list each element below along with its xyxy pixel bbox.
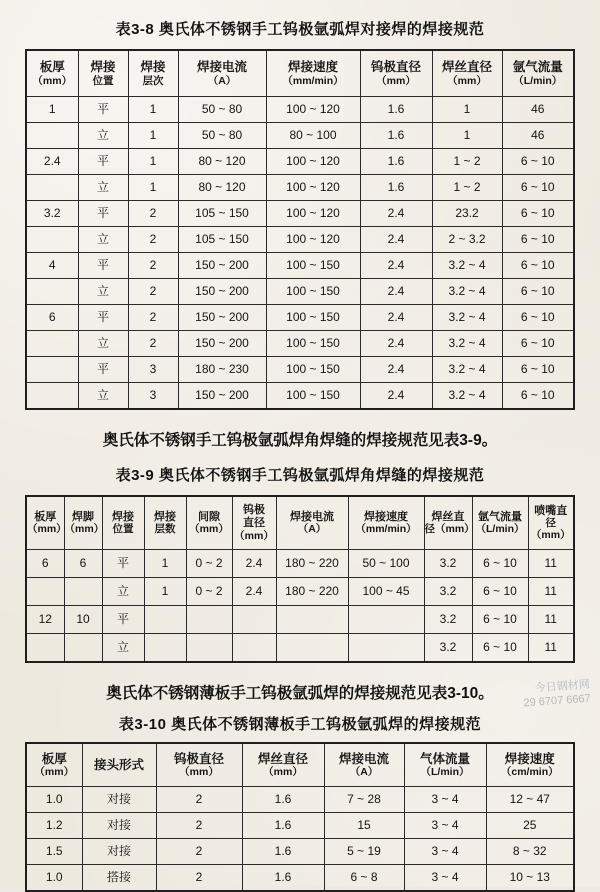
- cell-argon: 6 ~ 10: [502, 279, 574, 305]
- cell-current: 180 ~ 220: [276, 578, 348, 606]
- table-row: [26, 149, 574, 175]
- cell-argon: 6 ~ 10: [502, 357, 574, 383]
- cell-layer: 2: [128, 227, 178, 253]
- cell-wire: 1 ~ 2: [432, 175, 502, 201]
- col-layers: 焊接 层数: [144, 496, 186, 550]
- cell-wire: 3.2 ~ 4: [432, 305, 502, 331]
- cell-current: 180 ~ 230: [178, 357, 266, 383]
- cell-argon: 6 ~ 10: [472, 550, 528, 578]
- col-gas: 气体流量 （L/min）: [404, 743, 486, 787]
- cell-thickness: 1.0: [26, 787, 82, 813]
- cell-position: 平: [102, 606, 144, 634]
- cell-layers: 1: [144, 550, 186, 578]
- cell-leg: [64, 634, 102, 663]
- cell-argon: 46: [502, 97, 574, 123]
- cell-tungsten: 1.6: [360, 175, 432, 201]
- cell-wire: 3.2: [424, 606, 472, 634]
- cell-tungsten: 2.4: [360, 253, 432, 279]
- cell-current: 150 ~ 200: [178, 279, 266, 305]
- cell-speed: 8 ~ 32: [486, 839, 574, 865]
- cell-speed: 50 ~ 100: [348, 550, 424, 578]
- cell-tungsten: 2.4: [360, 227, 432, 253]
- cell-gap: 0 ~ 2: [186, 578, 232, 606]
- cell-wire: 3.2 ~ 4: [432, 383, 502, 410]
- col-gap: 间隙 （mm）: [186, 496, 232, 550]
- cell-layer: 2: [128, 331, 178, 357]
- col-thickness: 板厚 （mm）: [26, 496, 64, 550]
- cell-speed: [348, 634, 424, 663]
- table-header-row: [26, 496, 574, 550]
- cell-wire: 23.2: [432, 201, 502, 227]
- cell-layer: 3: [128, 383, 178, 410]
- cell-layers: [144, 606, 186, 634]
- cell-tungsten: 2: [156, 787, 242, 813]
- cell-current: [276, 634, 348, 663]
- cell-position: 平: [78, 201, 128, 227]
- cell-current: 50 ~ 80: [178, 123, 266, 149]
- cell-thickness: 1.0: [26, 865, 82, 892]
- cell-argon: 6 ~ 10: [472, 634, 528, 663]
- col-argon: 氩气流量 （L/min）: [472, 496, 528, 550]
- cell-argon: 6 ~ 10: [502, 383, 574, 410]
- cell-speed: 100 ~ 45: [348, 578, 424, 606]
- cell-layer: 1: [128, 175, 178, 201]
- cell-tungsten: [232, 634, 276, 663]
- cell-speed: 100 ~ 120: [266, 97, 360, 123]
- col-current: 焊接电流 （A）: [178, 50, 266, 97]
- cell-tungsten: [232, 606, 276, 634]
- cell-position: 立: [78, 227, 128, 253]
- cell-tungsten: 1.6: [360, 149, 432, 175]
- table-row: [26, 813, 574, 839]
- cell-argon: 6 ~ 10: [502, 253, 574, 279]
- cell-gas: 3 ~ 4: [404, 865, 486, 892]
- cell-speed: 25: [486, 813, 574, 839]
- col-speed: 焊接速度 （mm/min）: [348, 496, 424, 550]
- cell-wire: 3.2 ~ 4: [432, 357, 502, 383]
- cell-gap: 0 ~ 2: [186, 550, 232, 578]
- cell-nozzle: 11: [528, 606, 574, 634]
- cell-wire: 1: [432, 97, 502, 123]
- cell-thickness: 1.5: [26, 839, 82, 865]
- cell-current: 105 ~ 150: [178, 201, 266, 227]
- table-row: [26, 227, 574, 253]
- cell-position: 立: [78, 175, 128, 201]
- cell-gas: 3 ~ 4: [404, 813, 486, 839]
- table-38: [25, 49, 575, 410]
- table-310: [25, 742, 575, 892]
- cell-tungsten: 2.4: [232, 550, 276, 578]
- table-row: [26, 331, 574, 357]
- cell-wire: 1 ~ 2: [432, 149, 502, 175]
- cell-speed: 100 ~ 120: [266, 175, 360, 201]
- table-row: [26, 279, 574, 305]
- cell-wire: 3.2: [424, 578, 472, 606]
- cell-layer: 2: [128, 201, 178, 227]
- col-speed: 焊接速度 （cm/min）: [486, 743, 574, 787]
- cell-joint: 对接: [82, 813, 156, 839]
- table-row: [26, 123, 574, 149]
- cell-leg: 6: [64, 550, 102, 578]
- cell-tungsten: 2.4: [360, 383, 432, 410]
- col-wire: 焊丝直 径（mm）: [424, 496, 472, 550]
- cell-wire: 3.2: [424, 550, 472, 578]
- cell-speed: 80 ~ 100: [266, 123, 360, 149]
- cell-gap: [186, 606, 232, 634]
- cell-thickness: 6: [26, 305, 78, 331]
- table-row: [26, 97, 574, 123]
- cell-tungsten: 2.4: [360, 201, 432, 227]
- cell-wire: 1.6: [242, 787, 324, 813]
- col-position: 焊接 位置: [102, 496, 144, 550]
- col-current: 焊接电流 （A）: [324, 743, 404, 787]
- cell-current: 150 ~ 200: [178, 305, 266, 331]
- cell-argon: 6 ~ 10: [502, 305, 574, 331]
- cell-speed: 100 ~ 150: [266, 305, 360, 331]
- cell-current: 150 ~ 200: [178, 331, 266, 357]
- cell-layer: 1: [128, 97, 178, 123]
- cell-argon: 6 ~ 10: [502, 201, 574, 227]
- cell-speed: 100 ~ 150: [266, 253, 360, 279]
- col-wire: 焊丝直径 （mm）: [432, 50, 502, 97]
- cell-current: 150 ~ 200: [178, 253, 266, 279]
- cell-current: [276, 606, 348, 634]
- cell-position: 平: [78, 253, 128, 279]
- table-39-caption: 表3-9 奥氏体不锈钢手工钨极氩弧焊角焊缝的焊接规范: [115, 467, 485, 484]
- cell-tungsten: 1.6: [360, 97, 432, 123]
- cell-tungsten: 2: [156, 813, 242, 839]
- cell-leg: [64, 578, 102, 606]
- col-current: 焊接电流 （A）: [276, 496, 348, 550]
- cell-layers: [144, 634, 186, 663]
- table-row: [26, 578, 574, 606]
- col-tungsten: 钨极 直径 （mm）: [232, 496, 276, 550]
- table-row: [26, 634, 574, 663]
- cell-thickness: 6: [26, 550, 64, 578]
- cell-current: 5 ~ 19: [324, 839, 404, 865]
- cell-thickness: [26, 578, 64, 606]
- cell-speed: [348, 606, 424, 634]
- cell-argon: 6 ~ 10: [502, 149, 574, 175]
- cell-layer: 1: [128, 123, 178, 149]
- cell-argon: 46: [502, 123, 574, 149]
- cell-thickness: 2.4: [26, 149, 78, 175]
- cell-speed: 100 ~ 150: [266, 357, 360, 383]
- cell-position: 立: [78, 331, 128, 357]
- cell-speed: 100 ~ 120: [266, 201, 360, 227]
- cell-current: 180 ~ 220: [276, 550, 348, 578]
- cell-thickness: [26, 331, 78, 357]
- cell-layers: 1: [144, 578, 186, 606]
- cell-wire: 3.2 ~ 4: [432, 279, 502, 305]
- cell-thickness: [26, 634, 64, 663]
- cell-position: 平: [102, 550, 144, 578]
- cell-speed: 100 ~ 150: [266, 279, 360, 305]
- cell-tungsten: 2: [156, 839, 242, 865]
- cell-tungsten: 1.6: [360, 123, 432, 149]
- cell-current: 80 ~ 120: [178, 149, 266, 175]
- col-tungsten: 钨极直径 （mm）: [156, 743, 242, 787]
- cell-current: 150 ~ 200: [178, 383, 266, 410]
- cell-current: 50 ~ 80: [178, 97, 266, 123]
- cell-speed: 100 ~ 150: [266, 383, 360, 410]
- cell-wire: 3.2: [424, 634, 472, 663]
- cell-thickness: 12: [26, 606, 64, 634]
- cell-position: 立: [78, 383, 128, 410]
- table-38-caption: 表3-8 奥氏体不锈钢手工钨极氩弧焊对接焊的焊接规范: [115, 21, 485, 38]
- cell-joint: 搭接: [82, 865, 156, 892]
- table-row: [26, 839, 574, 865]
- cell-nozzle: 11: [528, 634, 574, 663]
- table-row: [26, 305, 574, 331]
- col-speed: 焊接速度 （mm/min）: [266, 50, 360, 97]
- table-39: [25, 495, 575, 663]
- table-row: [26, 787, 574, 813]
- cell-nozzle: 11: [528, 578, 574, 606]
- cell-thickness: 1.2: [26, 813, 82, 839]
- cell-layer: 2: [128, 279, 178, 305]
- col-wire: 焊丝直径 （mm）: [242, 743, 324, 787]
- cell-wire: 3.2 ~ 4: [432, 253, 502, 279]
- cell-thickness: 1: [26, 97, 78, 123]
- paragraph-2: 奥氏体不锈钢薄板手工钨极氩弧焊的焊接规范见表3-10。: [106, 685, 494, 702]
- cell-thickness: 3.2: [26, 201, 78, 227]
- col-leg: 焊脚 （mm）: [64, 496, 102, 550]
- table-row: [26, 865, 574, 892]
- table-row: [26, 253, 574, 279]
- cell-position: 立: [78, 123, 128, 149]
- cell-position: 平: [78, 149, 128, 175]
- col-argon: 氩气流量 （L/min）: [502, 50, 574, 97]
- cell-gas: 3 ~ 4: [404, 839, 486, 865]
- cell-leg: 10: [64, 606, 102, 634]
- cell-wire: 1: [432, 123, 502, 149]
- cell-layer: 3: [128, 357, 178, 383]
- table-row: [26, 606, 574, 634]
- col-joint: 接头形式: [82, 743, 156, 787]
- cell-tungsten: 2.4: [360, 357, 432, 383]
- col-layer: 焊接 层次: [128, 50, 178, 97]
- cell-wire: 1.6: [242, 865, 324, 892]
- cell-layer: 1: [128, 149, 178, 175]
- col-nozzle: 喷嘴直 径（mm）: [528, 496, 574, 550]
- cell-position: 平: [78, 305, 128, 331]
- watermark: 今日钢材网 29 6707 6667: [522, 679, 591, 711]
- table-row: [26, 550, 574, 578]
- table-row: [26, 201, 574, 227]
- cell-tungsten: 2.4: [360, 279, 432, 305]
- cell-position: 立: [102, 578, 144, 606]
- cell-tungsten: 2.4: [360, 331, 432, 357]
- cell-thickness: [26, 357, 78, 383]
- cell-position: 立: [102, 634, 144, 663]
- cell-wire: 1.6: [242, 813, 324, 839]
- cell-position: 立: [78, 279, 128, 305]
- cell-argon: 6 ~ 10: [472, 606, 528, 634]
- cell-nozzle: 11: [528, 550, 574, 578]
- cell-joint: 对接: [82, 787, 156, 813]
- cell-current: 80 ~ 120: [178, 175, 266, 201]
- table-310-caption: 表3-10 奥氏体不锈钢薄板手工钨极氩弧焊的焊接规范: [118, 716, 482, 733]
- cell-tungsten: 2.4: [232, 578, 276, 606]
- cell-thickness: [26, 383, 78, 410]
- cell-thickness: [26, 123, 78, 149]
- cell-current: 6 ~ 8: [324, 865, 404, 892]
- table-row: [26, 175, 574, 201]
- cell-argon: 6 ~ 10: [472, 578, 528, 606]
- cell-gas: 3 ~ 4: [404, 787, 486, 813]
- table-row: [26, 383, 574, 410]
- cell-tungsten: 2.4: [360, 305, 432, 331]
- cell-wire: 2 ~ 3.2: [432, 227, 502, 253]
- cell-position: 平: [78, 357, 128, 383]
- cell-thickness: 4: [26, 253, 78, 279]
- cell-speed: 100 ~ 120: [266, 149, 360, 175]
- col-thickness: 板厚 （mm）: [26, 50, 78, 97]
- cell-speed: 12 ~ 47: [486, 787, 574, 813]
- cell-argon: 6 ~ 10: [502, 175, 574, 201]
- cell-position: 平: [78, 97, 128, 123]
- col-thickness: 板厚 （mm）: [26, 743, 82, 787]
- cell-current: 7 ~ 28: [324, 787, 404, 813]
- cell-speed: 10 ~ 13: [486, 865, 574, 892]
- cell-gap: [186, 634, 232, 663]
- cell-speed: 100 ~ 120: [266, 227, 360, 253]
- cell-wire: 1.6: [242, 839, 324, 865]
- cell-thickness: [26, 279, 78, 305]
- table-header-row: [26, 50, 574, 97]
- cell-current: 15: [324, 813, 404, 839]
- table-header-row: [26, 743, 574, 787]
- col-tungsten: 钨极直径 （mm）: [360, 50, 432, 97]
- cell-argon: 6 ~ 10: [502, 331, 574, 357]
- cell-current: 105 ~ 150: [178, 227, 266, 253]
- cell-wire: 3.2 ~ 4: [432, 331, 502, 357]
- cell-layer: 2: [128, 305, 178, 331]
- table-row: [26, 357, 574, 383]
- cell-layer: 2: [128, 253, 178, 279]
- cell-joint: 对接: [82, 839, 156, 865]
- cell-tungsten: 2: [156, 865, 242, 892]
- cell-thickness: [26, 175, 78, 201]
- col-position: 焊接 位置: [78, 50, 128, 97]
- paragraph-1: 奥氏体不锈钢手工钨极氩弧焊角焊缝的焊接规范见表3-9。: [102, 432, 498, 449]
- cell-speed: 100 ~ 150: [266, 331, 360, 357]
- cell-thickness: [26, 227, 78, 253]
- cell-argon: 6 ~ 10: [502, 227, 574, 253]
